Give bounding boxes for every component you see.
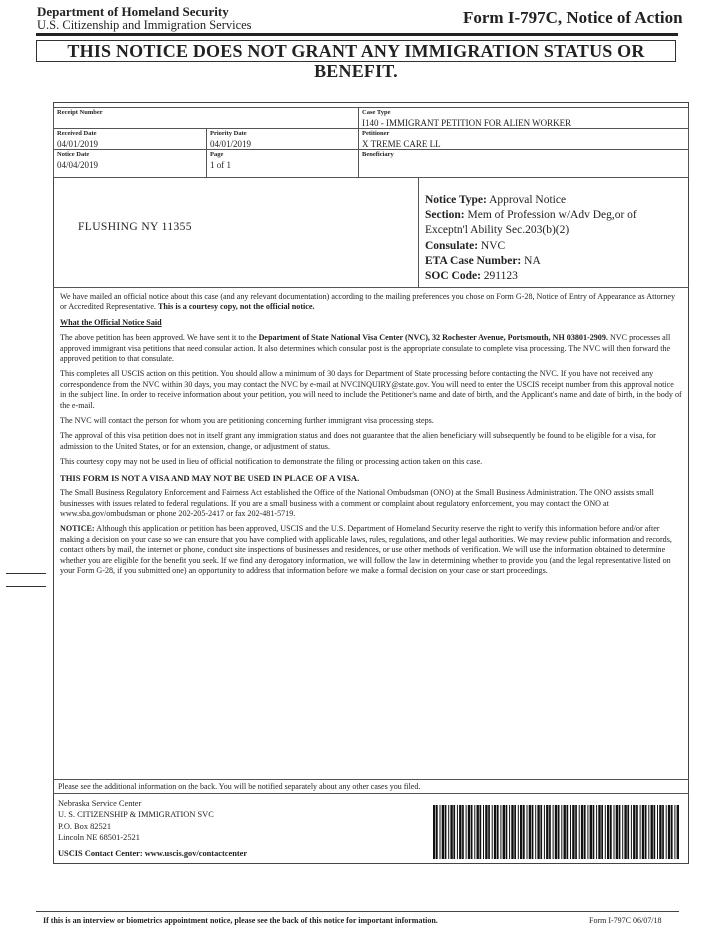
- office-line: Lincoln NE 68501-2521: [58, 833, 140, 843]
- notice-info: [425, 193, 637, 284]
- divider: [418, 178, 419, 287]
- page-label: Page: [210, 151, 224, 158]
- beneficiary-cell: [358, 149, 689, 178]
- paragraph: The NVC will contact the person for whom you are petitioning concerning further immigrant visa processing steps.: [60, 416, 434, 426]
- petitioner-value: X TREME CARE LL: [362, 139, 441, 149]
- form-edition: Form I-797C 06/07/18: [589, 916, 662, 925]
- received-date-label: Received Date: [57, 130, 97, 137]
- form-title: Form I-797C, Notice of Action: [463, 8, 683, 27]
- notice-date-label: Notice Date: [57, 151, 90, 158]
- case-type-cell: [358, 107, 689, 129]
- back-note: Please see the additional information on the back. You will be notified separately about any other cases you filed.: [58, 782, 421, 791]
- office-line: Nebraska Service Center: [58, 799, 142, 808]
- text-bold: NOTICE:: [60, 524, 95, 534]
- agency-subname: U.S. Citizenship and Immigration Services: [37, 18, 252, 32]
- soc-value: 291123: [483, 270, 518, 283]
- office-address: [58, 798, 214, 844]
- beneficiary-label: Beneficiary: [362, 151, 394, 158]
- section-value-cont: Exceptn'l Ability Sec.203(b)(2): [425, 224, 570, 237]
- paragraph: [60, 524, 682, 576]
- divider: [53, 793, 689, 794]
- soc-label: SOC Code:: [425, 270, 481, 283]
- text-bold: This is a courtesy copy, not the official notice.: [158, 302, 315, 312]
- text-bold: Department of State National Visa Center (NVC), 32 Rochester Avenue, Portsmouth, NH 03801-2909.: [258, 333, 608, 343]
- paragraph: The approval of this visa petition does not in itself grant any immigration status and does not guarantee that the alien beneficiary will subsequently be found to be eligible for a visa, for admission to the United States, or for an extension, change, or adjustment of status.: [60, 431, 656, 451]
- notice-type-label: Notice Type:: [425, 194, 487, 206]
- notice-date-value: 04/04/2019: [57, 160, 99, 170]
- section-label: Section:: [425, 209, 465, 222]
- priority-date-cell: [206, 128, 359, 150]
- header-rule: [36, 33, 678, 36]
- office-line: P.O. Box 82521: [58, 821, 112, 831]
- eta-label: ETA Case Number:: [425, 254, 522, 267]
- paragraph: [60, 292, 682, 313]
- text: We have mailed an official notice about this case (and any relevant documentation) according to the mailing preferences you chose on Form G-28, Notice of Entry of Appearance as Attorney or Accredited Representative.: [60, 292, 676, 312]
- office-line: U. S. CITIZENSHIP & IMMIGRATION SVC: [58, 810, 214, 820]
- divider: [53, 287, 689, 288]
- priority-date-label: Priority Date: [210, 130, 247, 137]
- margin-mark: [6, 573, 46, 574]
- section-heading: What the Official Notice Said: [60, 317, 162, 327]
- case-type-value: I140 - IMMIGRANT PETITION FOR ALIEN WORKER: [362, 118, 572, 128]
- case-type-label: Case Type: [362, 109, 391, 116]
- section-value: Mem of Profession w/Adv Deg,or of: [467, 209, 637, 222]
- consulate-value: NVC: [480, 239, 506, 252]
- receipt-number-cell: [53, 107, 359, 129]
- divider: [53, 779, 689, 780]
- received-date-cell: [53, 128, 207, 150]
- received-date-value: 04/01/2019: [57, 139, 99, 149]
- visa-warning: THIS FORM IS NOT A VISA AND MAY NOT BE USED IN PLACE OF A VISA.: [60, 472, 360, 483]
- footer-note: If this is an interview or biometrics appointment notice, please see the back of this notice for important information.: [43, 916, 438, 925]
- petitioner-cell: [358, 128, 689, 150]
- text: The above petition has been approved. We have sent it to the: [60, 333, 257, 343]
- petitioner-label: Petitioner: [362, 130, 390, 137]
- receipt-number-label: Receipt Number: [57, 109, 103, 116]
- priority-date-value: 04/01/2019: [210, 139, 252, 149]
- paragraph: This courtesy copy may not be used in lieu of official notification to demonstrate the filing or processing action taken on this case.: [60, 457, 483, 467]
- eta-value: NA: [524, 254, 541, 267]
- mailing-address: FLUSHING NY 11355: [78, 221, 192, 233]
- paragraph: The Small Business Regulatory Enforcement and Fairness Act established the Office of the National Ombudsman (ONO) at the Small Business Administration. The ONO assists small businesses with issues related to federal regulations. If you are a small business with a comment or complaint about regulatory enforcement, you may contact the ONO at www.sba.gov/ombudsman or phone 202-205-2417 or fax 202-481-5719.: [60, 488, 654, 518]
- consulate-label: Consulate:: [425, 239, 479, 252]
- agency-name: Department of Homeland Security: [37, 4, 229, 19]
- contact-center: USCIS Contact Center: www.uscis.gov/contactcenter: [58, 849, 248, 858]
- notice-body: [60, 292, 682, 581]
- notice-type-value: Approval Notice: [489, 194, 567, 206]
- paragraph: This completes all USCIS action on this petition. You should allow a minimum of 30 days for Department of State processing before contacting the NVC. If you have not received any correspondence from the NVC within 30 days, you may contact the NVC by e-mail at NVCINQUIRY@state.gov. You will need to enter the USCIS receipt number from this approval notice in the subject line. In order to receive information about your petition, you will need to include the Petitioner's name and date of birth, and the Applicant's name and date of birth, in the body of the e-mail.: [60, 369, 682, 410]
- footer-rule: [36, 911, 679, 912]
- notice-date-cell: [53, 149, 207, 178]
- page-cell: [206, 149, 359, 178]
- page-value: 1 of 1: [210, 160, 231, 170]
- barcode-icon: [433, 805, 679, 859]
- text: NVC processes all approved immigrant visa petitions that need consular action. It also determines which consular post is the appropriate consulate to complete visa processing. The NVC will then forward the approved petition to that consulate.: [60, 333, 671, 364]
- status-banner: THIS NOTICE DOES NOT GRANT ANY IMMIGRATION STATUS OR BENEFIT.: [36, 40, 676, 62]
- margin-mark: [6, 586, 46, 587]
- text: Although this application or petition has been approved, USCIS and the U.S. Department of Homeland Security reserve the right to verify this information before and/or after making a decision on your case so we can ensure that you have complied with applicable laws, rules, regulations, and other legal authorities. We may review public information and records, contact others by mail, the internet or phone, conduct site inspections of businesses and residences, or use other methods of verification. We will use the information obtained to determine whether you are eligible for the benefit you seek. If we find any derogatory information, we will follow the law in determining whether to provide you (and the legal representative listed on your Form G-28, if you submitted one) an opportunity to address that information before we make a formal decision on your case or start proceedings.: [60, 524, 672, 575]
- paragraph: [60, 333, 682, 364]
